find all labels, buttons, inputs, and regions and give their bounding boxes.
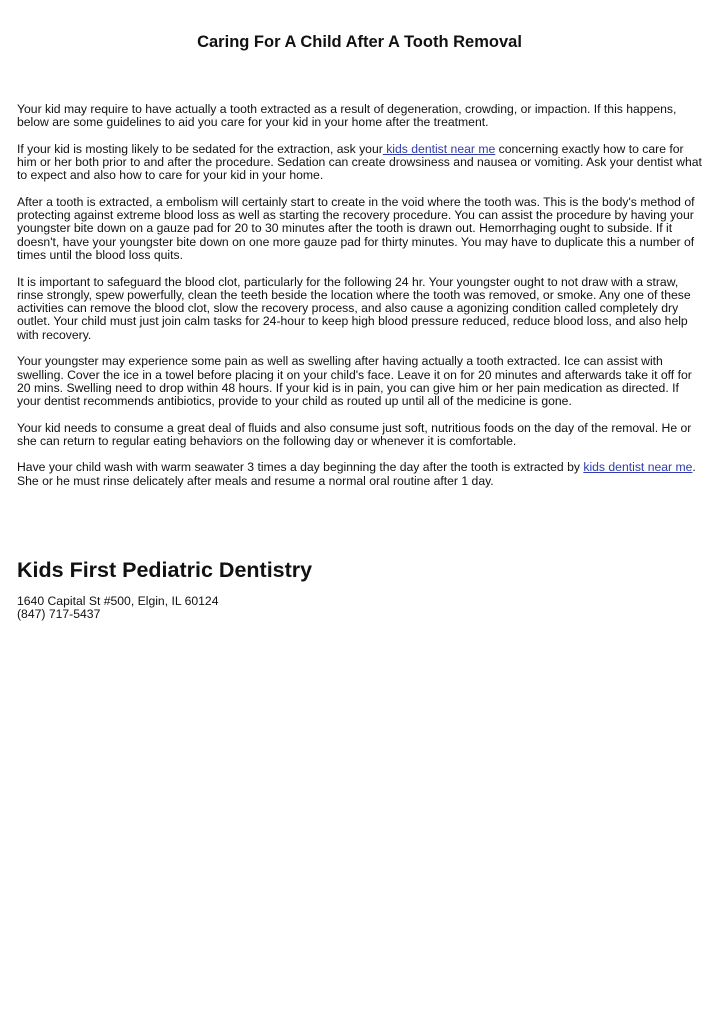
page-title: Caring For A Child After A Tooth Removal	[197, 33, 522, 51]
kids-dentist-link-1[interactable]: kids dentist near me	[382, 141, 496, 156]
paragraph-2-text-after: concerning exactly how to care for him or her both prior to and after the procedure. Sedation can create drowsiness and nausea or vomiting. Ask your dentist what to expect and also how to care for your kid in your home.	[17, 141, 702, 183]
paragraph-7-text-before: Have your child wash with warm seawater 3 times a day beginning the day after the tooth is extracted by	[17, 460, 584, 475]
kids-dentist-link-2[interactable]: kids dentist near me	[583, 460, 693, 475]
business-phone: (847) 717-5437	[17, 607, 101, 622]
paragraph-2-text-before: If your kid is mosting likely to be sedated for the extraction, ask your	[17, 141, 383, 156]
paragraph-7	[17, 461, 705, 488]
paragraph-6: Your kid needs to consume a great deal of fluids and also consume just soft, nutritious foods on the day of the removal. He or she can return to regular eating behaviors on the following day or whenever it is comfortable.	[17, 420, 692, 448]
paragraph-1: Your kid may require to have actually a tooth extracted as a result of degeneration, crowding, or impaction. If this happens, below are some guidelines to aid you care for your kid in your home after the treatment.	[17, 102, 677, 130]
paragraph-5: Your youngster may experience some pain as well as swelling after having actually a tooth extracted. Ice can assist with swelling. Cover the ice in a towel before placing it on your child's face. Leave it on for 20 minutes and afterwards take it off for 20 mins. Swelling need to drop within 48 hours. If your kid is in pain, you can give him or her pain medication as directed. If your dentist recommends antibiotics, provide to your child as routed up until all of the medicine is gone.	[17, 354, 692, 409]
paragraph-7-text-after: . She or he must rinse delicately after meals and resume a normal oral routine after 1 day.	[17, 460, 696, 488]
business-address: 1640 Capital St #500, Elgin, IL 60124	[17, 594, 219, 608]
paragraph-4: It is important to safeguard the blood clot, particularly for the following 24 hr. Your youngster ought to not draw with a straw, rinse strongly, spew powerfully, clean the teeth beside the location where the tooth was removed, or smoke. Any one of these activities can remove the blood clot, slow the recovery process, and also cause a agonizing condition called completely dry outlet. Your child must just join calm tasks for 24-hour to keep high blood pressure reduced, reduce blood loss, and also help with recovery.	[17, 274, 691, 342]
paragraph-3: After a tooth is extracted, a embolism will certainly start to create in the void where the tooth was. This is the body's method of protecting against extreme blood loss as well as starting the recovery procedure. You can assist the procedure by having your youngster bite down on a gauze pad for 20 to 30 minutes after the tooth is drawn out. Hemorrhaging ought to subside. If it doesn't, have your youngster bite down on one more gauze pad for thirty minutes. You may have to duplicate this a number of times until the blood loss quits.	[17, 194, 695, 263]
business-name: Kids First Pediatric Dentistry	[17, 558, 313, 582]
paragraph-2	[17, 143, 705, 183]
article-body	[17, 103, 705, 501]
business-contact	[17, 595, 218, 622]
